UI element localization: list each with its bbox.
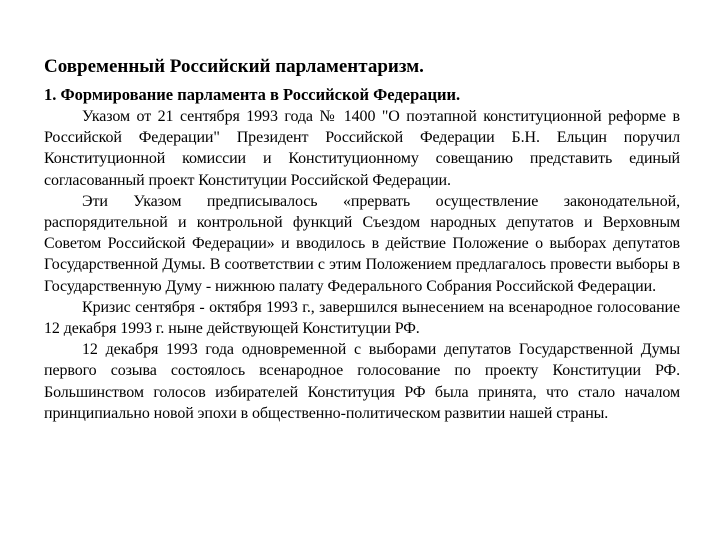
body-text (44, 106, 680, 424)
paragraph-decree: Указом от 21 сентября 1993 года № 1400 "О поэтапной конституционной реформе в Российской Федерации" Президент Российской Федерации Б.Н. Ельцин поручил Конституционной комиссии и Конституционному совещанию представить единый согласованный проект Конституции Российской Федерации. (44, 108, 680, 189)
paragraph-crisis: Кризис сентября - октября 1993 г., завершился вынесением на всенародное голосование 12 декабря 1993 г. ныне действующей Конституции РФ. (44, 298, 680, 338)
section-heading: 1. Формирование парламента в Российской Федерации. (44, 85, 461, 104)
slide-content (44, 54, 680, 424)
paragraph-dissolution: Эти Указом предписывалось «прервать осуществление законодательной, распорядительной и контрольной функций Съездом народных депутатов и Верховным Советом Российской Федерации» и вводилось в действие Положение о выборах депутатов Государственной Думы. В соответствии с этим Положением предлагалось провести выборы в Государственную Думу - нижнюю палату Федерального Собрания Российской Федерации. (44, 192, 680, 295)
document-title: Современный Российский парламентаризм. (44, 56, 424, 77)
paragraph-referendum: 12 декабря 1993 года одновременной с выборами депутатов Государственной Думы первого созыва состоялось всенародное голосование по проекту Конституции РФ. Большинством голосов избирателей Конституция РФ была принята, что стало началом принципиально новой эпохи в общественно-политическом развитии нашей страны. (44, 341, 680, 422)
